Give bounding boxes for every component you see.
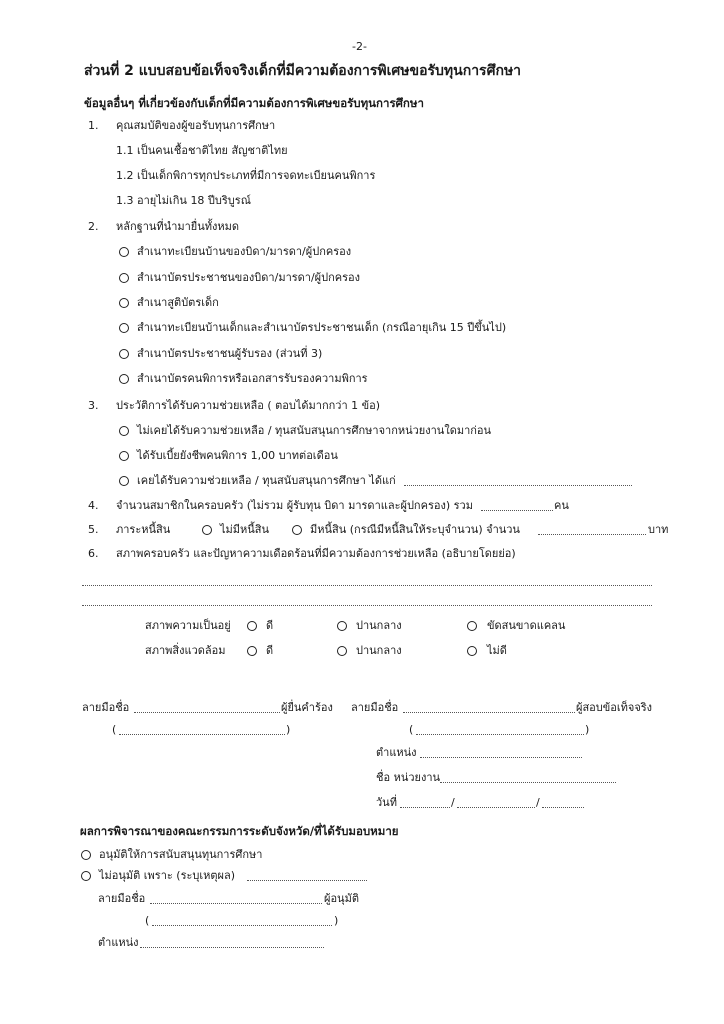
debt-amount-field[interactable]: [538, 534, 646, 535]
assistance-radio[interactable]: [119, 476, 129, 486]
approve-radio[interactable]: [81, 850, 91, 860]
assistance-option: ได้รับเบี้ยยังชีพคนพิการ 1,00 บาทต่อเดือน: [137, 449, 338, 462]
section-5-label: ภาระหนี้สิน: [116, 523, 171, 536]
inspector-close-paren: ): [585, 723, 590, 736]
date-day-field[interactable]: [400, 807, 450, 808]
assistance-radio[interactable]: [119, 426, 129, 436]
no-debt-radio[interactable]: [202, 525, 212, 535]
reject-reason-field[interactable]: [247, 880, 367, 881]
section-subtitle: ข้อมูลอื่นๆ ที่เกี่ยวข้องกับเด็กที่มีความต้องการพิเศษขอรับทุนการศึกษา: [84, 96, 424, 110]
section-5-number: 5.: [88, 523, 99, 536]
qualification-item: 1.3 อายุไม่เกิน 18 ปีบริบูรณ์: [116, 194, 251, 207]
evidence-option: สำเนาบัตรคนพิการหรือเอกสารรับรองความพิการ: [137, 372, 368, 385]
evidence-radio[interactable]: [119, 298, 129, 308]
section-3-label: ประวัติการได้รับความช่วยเหลือ ( ตอบได้มากกว่า 1 ข้อ): [116, 399, 381, 412]
approver-position-field[interactable]: [140, 947, 324, 948]
debt-amount-unit: บาท: [648, 523, 669, 536]
applicant-role: ผู้ยื่นคำร้อง: [281, 701, 333, 714]
inspector-name-field[interactable]: [416, 734, 584, 735]
date-separator: /: [536, 796, 540, 809]
applicant-name-field[interactable]: [119, 734, 285, 735]
section-3-number: 3.: [88, 399, 99, 412]
has-debt-option: มีหนี้สิน (กรณีมีหนี้สินให้ระบุจำนวน) จำนวน: [310, 523, 520, 536]
environment-moderate-radio[interactable]: [337, 646, 347, 656]
evidence-radio[interactable]: [119, 247, 129, 257]
page-number: -2-: [352, 40, 367, 53]
environment-bad-option: ไม่ดี: [487, 644, 507, 657]
living-moderate-option: ปานกลาง: [356, 619, 402, 632]
environment-good-option: ดี: [266, 644, 274, 657]
inspector-role: ผู้สอบข้อเท็จจริง: [576, 701, 653, 714]
qualification-item: 1.1 เป็นคนเชื้อชาติไทย สัญชาติไทย: [116, 144, 288, 157]
approver-role: ผู้อนุมัติ: [324, 892, 359, 905]
section-4-number: 4.: [88, 499, 99, 512]
living-poor-option: ขัดสนขาดแคลน: [487, 619, 566, 632]
assistance-option: ไม่เคยได้รับความช่วยเหลือ / ทุนสนับสนุนการศึกษาจากหน่วยงานใดมาก่อน: [137, 424, 492, 437]
approver-close-paren: ): [334, 914, 339, 927]
environment-label: สภาพสิ่งแวดล้อม: [145, 644, 226, 657]
family-members-unit: คน: [554, 499, 569, 512]
section-2-label: หลักฐานที่นำมายื่นทั้งหมด: [116, 220, 240, 233]
assistance-details-field[interactable]: [404, 485, 632, 486]
no-debt-option: ไม่มีหนี้สิน: [220, 523, 270, 536]
applicant-sign-label: ลายมือชื่อ: [82, 701, 130, 714]
approver-signature-field[interactable]: [150, 903, 322, 904]
living-good-option: ดี: [266, 619, 274, 632]
section-1-label: คุณสมบัติของผู้ขอรับทุนการศึกษา: [116, 119, 276, 132]
inspector-date-label: วันที่: [376, 796, 397, 809]
evidence-option: สำเนาทะเบียนบ้านเด็กและสำเนาบัตรประชาชนเด็ก (กรณีอายุเกิน 15 ปีขึ้นไป): [137, 321, 507, 334]
evidence-option: สำเนาบัตรประชาชนของบิดา/มารดา/ผู้ปกครอง: [137, 271, 361, 284]
approver-position-label: ตำแหน่ง: [98, 936, 139, 949]
date-separator: /: [451, 796, 455, 809]
living-moderate-radio[interactable]: [337, 621, 347, 631]
reject-radio[interactable]: [81, 871, 91, 881]
approver-name-field[interactable]: [152, 925, 332, 926]
page-title: ส่วนที่ 2 แบบสอบข้อเท็จจริงเด็กที่มีความต้องการพิเศษขอรับทุนการศึกษา: [84, 63, 522, 79]
section-6-label: สภาพครอบครัว และปัญหาความเดือดร้อนที่มีความต้องการช่วยเหลือ (อธิบายโดยย่อ): [116, 547, 516, 560]
date-year-field[interactable]: [542, 807, 584, 808]
inspector-agency-label: ชื่อ หน่วยงาน: [376, 771, 441, 784]
evidence-radio[interactable]: [119, 374, 129, 384]
evidence-option: สำเนาสูติบัตรเด็ก: [137, 296, 219, 309]
has-debt-radio[interactable]: [292, 525, 302, 535]
applicant-open-paren: (: [112, 723, 117, 736]
assistance-radio[interactable]: [119, 451, 129, 461]
evidence-option: สำเนาทะเบียนบ้านของบิดา/มารดา/ผู้ปกครอง: [137, 245, 352, 258]
inspector-open-paren: (: [409, 723, 414, 736]
committee-heading: ผลการพิจารณาของคณะกรรมการระดับจังหวัด/ที่ได้รับมอบหมาย: [80, 824, 399, 838]
applicant-close-paren: ): [286, 723, 291, 736]
family-members-field[interactable]: [481, 510, 553, 511]
approver-sign-label: ลายมือชื่อ: [98, 892, 146, 905]
section-4-label: จำนวนสมาชิกในครอบครัว (ไม่รวม ผู้รับทุน บิดา มารดาและผู้ปกครอง) รวม: [116, 499, 473, 512]
inspector-signature-field[interactable]: [403, 712, 575, 713]
environment-bad-radio[interactable]: [467, 646, 477, 656]
evidence-radio[interactable]: [119, 349, 129, 359]
applicant-signature-field[interactable]: [134, 712, 280, 713]
section-1-number: 1.: [88, 119, 99, 132]
section-2-number: 2.: [88, 220, 99, 233]
evidence-radio[interactable]: [119, 273, 129, 283]
evidence-option: สำเนาบัตรประชาชนผู้รับรอง (ส่วนที่ 3): [137, 347, 323, 360]
living-good-radio[interactable]: [247, 621, 257, 631]
section-6-number: 6.: [88, 547, 99, 560]
reject-option: ไม่อนุมัติ เพราะ (ระบุเหตุผล): [99, 869, 236, 882]
family-situation-line-1[interactable]: [82, 585, 652, 586]
inspector-sign-label: ลายมือชื่อ: [351, 701, 399, 714]
assistance-option: เคยได้รับความช่วยเหลือ / ทุนสนับสนุนการศึกษา ได้แก่: [137, 474, 396, 487]
living-condition-label: สภาพความเป็นอยู่: [145, 619, 231, 632]
qualification-item: 1.2 เป็นเด็กพิการทุกประเภทที่มีการจดทะเบียนคนพิการ: [116, 169, 376, 182]
environment-moderate-option: ปานกลาง: [356, 644, 402, 657]
environment-good-radio[interactable]: [247, 646, 257, 656]
family-situation-line-2[interactable]: [82, 605, 652, 606]
date-month-field[interactable]: [457, 807, 535, 808]
evidence-radio[interactable]: [119, 323, 129, 333]
inspector-agency-field[interactable]: [440, 782, 616, 783]
inspector-position-field[interactable]: [420, 757, 582, 758]
approver-open-paren: (: [145, 914, 150, 927]
inspector-position-label: ตำแหน่ง: [376, 746, 417, 759]
approve-option: อนุมัติให้การสนับสนุนทุนการศึกษา: [99, 848, 263, 861]
living-poor-radio[interactable]: [467, 621, 477, 631]
